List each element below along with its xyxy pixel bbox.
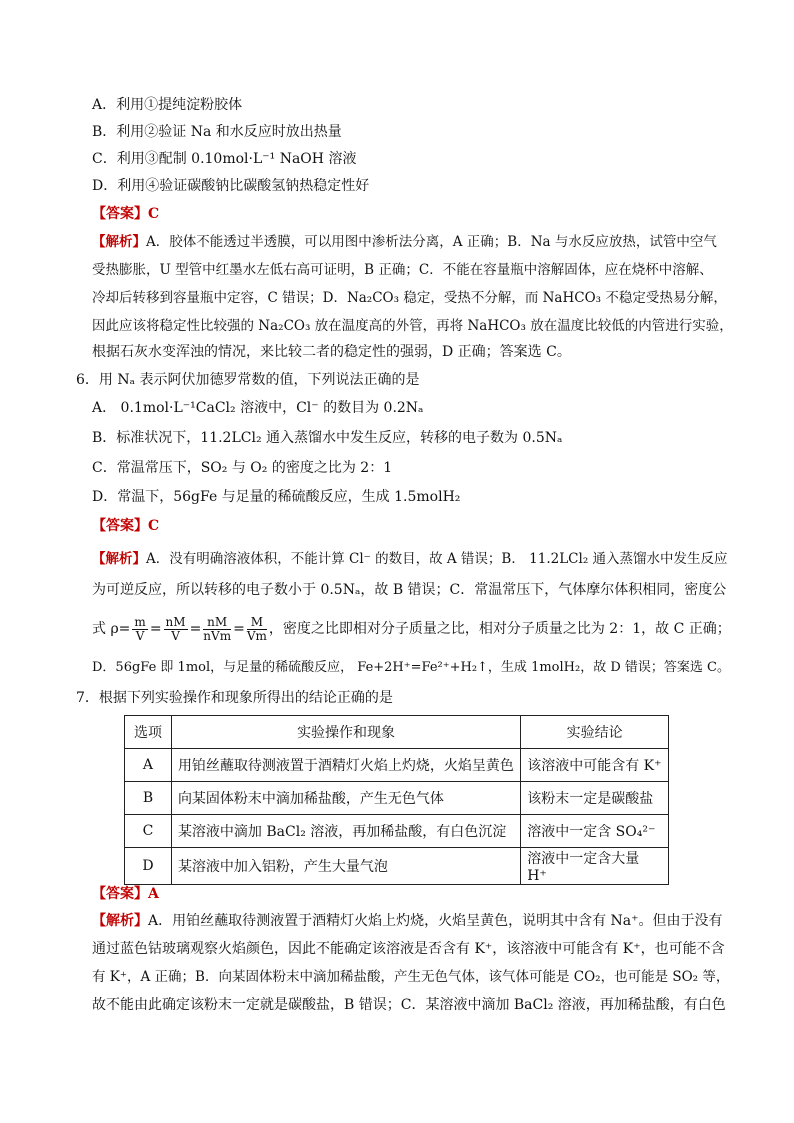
table-cell: 该粉末一定是碳酸盐 — [521, 782, 669, 815]
q7-answer — [92, 884, 159, 904]
q5-option-d: D．利用④验证碳酸钠比碳酸氢钠热稳定性好 — [92, 178, 370, 194]
analysis-text: A．没有明确溶液体积，不能计算 Cl⁻ 的数目，故 A 错误；B． 11.2LCl₂ 通入蒸馏水中发生反应 — [146, 551, 728, 567]
table-cell: 某溶液中加入铝粉，产生大量气泡 — [171, 848, 520, 885]
q6-density-formula — [92, 612, 731, 646]
q6-analysis-line: D．56gFe 即 1mol，与足量的稀硫酸反应， Fe+2H⁺=Fe²⁺+H₂↑，生成 1molH₂，故 D 错误；答案选 C。 — [92, 660, 730, 675]
q5-option-b: B．利用②验证 Na 和水反应时放出热量 — [92, 124, 342, 140]
q5-analysis-line: 冷却后转移到容量瓶中定容，C 错误；D．Na₂CO₃ 稳定，受热不分解，而 NaHCO₃ 不稳定受热易分解， — [92, 290, 727, 306]
q5-analysis-line: 根据石灰水变浑浊的情况，来比较二者的稳定性的强弱，D 正确；答案选 C。 — [92, 344, 571, 360]
fraction-m-over-v: $\frac{m}{V}$ — [134, 614, 146, 643]
q6-option-a: A． 0.1mol·L⁻¹CaCl₂ 溶液中，Cl⁻ 的数目为 0.2Nₐ — [92, 400, 424, 416]
q6-analysis-line — [92, 549, 728, 569]
table-cell: A — [125, 749, 172, 782]
answer-label: 【答案】 — [92, 206, 148, 222]
q7-analysis-line: 通过蓝色钴玻璃观察火焰颜色，因此不能确定该溶液是否含有 K⁺，该溶液中可能含有 K⁺，也可能不含 — [92, 941, 725, 957]
formula-prefix: 式 ρ= — [92, 621, 131, 637]
q5-analysis-line: 因此应该将稳定性比较强的 Na₂CO₃ 放在温度高的外管，再将 NaHCO₃ 放在温度比较低的内管进行实验， — [92, 318, 733, 334]
fraction-nm-over-v: $\frac{nM}{V}$ — [165, 614, 186, 643]
q6-option-c: C．常温常压下，SO₂ 与 O₂ 的密度之比为 2：1 — [92, 460, 393, 476]
q5-option-a: A．利用①提纯淀粉胶体 — [92, 97, 243, 113]
table-cell: B — [125, 782, 172, 815]
analysis-label: 【解析】 — [92, 234, 146, 250]
q6-analysis-line: 为可逆反应，所以转移的电子数小于 0.5Nₐ，故 B 错误；C．常温常压下，气体摩尔体积相同，密度公 — [92, 582, 727, 598]
q6-option-d: D．常温下，56gFe 与足量的稀硫酸反应，生成 1.5molH₂ — [92, 489, 461, 505]
analysis-text: ，密度之比即相对分子质量之比，相对分子质量之比为 2：1，故 C 正确； — [268, 621, 731, 637]
table-row — [125, 848, 669, 885]
table-row — [125, 782, 669, 815]
fraction-m-over-vm: $\frac{M}{Vm}$ — [246, 614, 267, 643]
table-cell: 用铂丝蘸取待测液置于酒精灯火焰上灼烧，火焰呈黄色 — [171, 749, 520, 782]
answer-label: 【答案】 — [92, 518, 148, 534]
q6-stem: 6．用 Nₐ 表示阿伏加德罗常数的值，下列说法正确的是 — [76, 372, 420, 388]
table-cell: 向某固体粉末中滴加稀盐酸，产生无色气体 — [171, 782, 520, 815]
table-header: 选项 — [125, 716, 172, 749]
equals-sign: = — [189, 621, 202, 637]
q6-option-b: B．标准状况下，11.2LCl₂ 通入蒸馏水中发生反应，转移的电子数为 0.5Nₐ — [92, 430, 563, 446]
table-cell: 溶液中一定含 SO₄²⁻ — [521, 815, 669, 848]
q7-analysis-line: 有 K⁺，A 正确；B．向某固体粉末中滴加稀盐酸，产生无色气体，该气体可能是 CO₂，也可能是 SO₂ 等， — [92, 969, 730, 985]
experiment-table — [124, 715, 669, 885]
q5-analysis-line: 受热膨胀，U 型管中红墨水左低右高可证明，B 正确；C．不能在容量瓶中溶解固体，应在烧杯中溶解、 — [92, 262, 713, 278]
table-cell: D — [125, 848, 172, 885]
fraction-nm-over-nvm: $\frac{nM}{\text{nVm}}$ — [203, 614, 232, 643]
analysis-text: A．胶体不能透过半透膜，可以用图中渗析法分离，A 正确；B．Na 与水反应放热，试管中空气 — [146, 234, 717, 250]
analysis-label: 【解析】 — [92, 913, 148, 929]
table-header: 实验操作和现象 — [171, 716, 520, 749]
answer-value: A — [148, 886, 159, 902]
equals-sign: = — [233, 621, 245, 637]
q7-analysis-line — [92, 911, 723, 931]
q7-stem: 7．根据下列实验操作和现象所得出的结论正确的是 — [76, 690, 393, 706]
analysis-label: 【解析】 — [92, 551, 146, 567]
table-cell: 该溶液中可能含有 K⁺ — [521, 749, 669, 782]
table-row — [125, 815, 669, 848]
answer-label: 【答案】 — [92, 886, 148, 902]
q5-answer — [92, 204, 159, 224]
table-cell: 某溶液中滴加 BaCl₂ 溶液，再加稀盐酸，有白色沉淀 — [171, 815, 520, 848]
equals-sign: = — [149, 621, 162, 637]
answer-value: C — [148, 518, 160, 534]
analysis-text: A．用铂丝蘸取待测液置于酒精灯火焰上灼烧，火焰呈黄色，说明其中含有 Na⁺。但由于没有 — [148, 913, 723, 929]
answer-value: C — [148, 206, 160, 222]
table-row — [125, 749, 669, 782]
table-cell: 溶液中一定含大量 H⁺ — [521, 848, 669, 885]
table-header-row — [125, 716, 669, 749]
q5-option-c: C．利用③配制 0.10mol·L⁻¹ NaOH 溶液 — [92, 151, 357, 167]
q5-analysis-line — [92, 232, 717, 252]
table-cell: C — [125, 815, 172, 848]
q6-answer — [92, 516, 159, 536]
q7-analysis-line: 故不能由此确定该粉末一定就是碳酸盐，B 错误；C．某溶液中滴加 BaCl₂ 溶液，再加稀盐酸，有白色 — [92, 997, 726, 1013]
table-header: 实验结论 — [521, 716, 669, 749]
